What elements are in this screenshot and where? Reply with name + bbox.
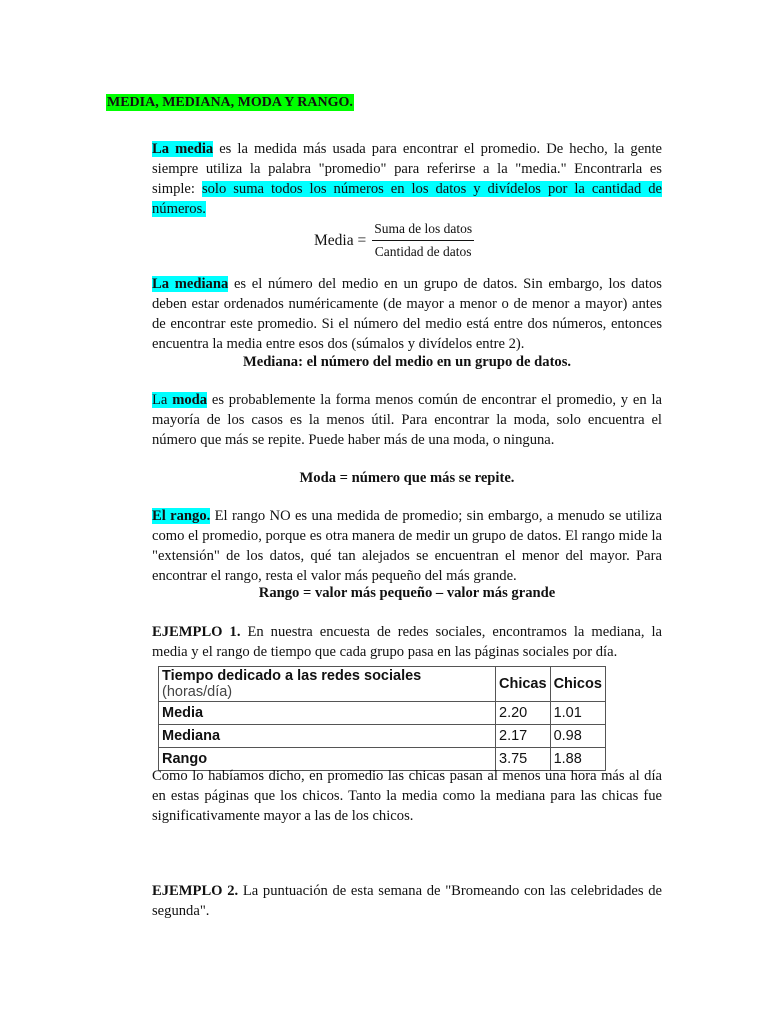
table-header-main-text: Tiempo dedicado a las redes sociales [162,668,422,684]
moda-term-bold: moda [172,392,208,408]
rango-text: El rango NO es una medida de promedio; sin embargo, a menudo se utiliza como el promedio, porque es otra manera de medir un grupo de datos. El rango mide la "extensión" de los datos, qué tan alejados se encuentran el menor del mayor. Para encontrar el rango, resta el valor más pequeño del más grande. [152,508,662,584]
mediana-paragraph [152,274,662,354]
moda-text: es probablemente la forma menos común de encontrar el promedio, y en la mayoría de los casos es la menos útil. Para encontrar la moda, solo encuentra el número que más se repite. Puede haber más de una moda, o ninguna. [152,392,662,448]
ejemplo1-conclusion: Como lo habíamos dicho, en promedio las chicas pasan al menos una hora más al día en estas páginas que los chicos. Tanto la media como la mediana para las chicas fue significativamente mayor a las de los chicos. [152,768,662,824]
row-label: Media [159,702,496,725]
row-chicas: 2.20 [496,702,551,725]
formula-lhs: Media = [314,231,367,249]
ejemplo2-label: EJEMPLO 2. [152,883,239,899]
ejemplo1-paragraph [152,622,662,662]
formula-fraction [372,221,474,260]
row-chicas: 2.17 [496,725,551,748]
ejemplo2-text: La puntuación de esta semana de "Bromeando con las celebridades de segunda". [152,883,662,919]
document-title: MEDIA, MEDIANA, MODA Y RANGO. [107,95,353,110]
table-header-row [159,667,606,702]
moda-term-plain: La [152,392,173,408]
formula-denominator: Cantidad de datos [374,244,472,259]
media-text: es la medida más usada para encontrar el promedio. De hecho, la gente siempre utiliza la palabra "promedio" para referirse a la "media." Encontrarla es simple: [152,141,662,197]
moda-term [152,392,207,408]
table-row [159,725,606,748]
table-header-unit: (horas/día) [162,684,233,700]
media-highlight: solo suma todos los números en los datos y divídelos por la cantidad de números. [152,181,662,217]
formula-numerator: Suma de los datos [372,221,474,241]
media-term: La media [152,141,214,157]
ejemplo1-label: EJEMPLO 1. [152,624,241,640]
row-chicas: 3.75 [496,748,551,771]
ejemplo1-text: En nuestra encuesta de redes sociales, encontramos la mediana, la media y el rango de tiempo que cada grupo pasa en las páginas sociales por día. [152,624,662,660]
table-header-main [159,667,496,702]
table-row [159,702,606,725]
row-chicos: 1.01 [550,702,605,725]
media-formula [314,221,474,260]
ejemplo2-paragraph [152,881,662,921]
row-label: Rango [159,748,496,771]
row-chicos: 1.88 [550,748,605,771]
rango-term: El rango. [152,508,211,524]
mediana-text: es el número del medio en un grupo de datos. Sin embargo, los datos deben estar ordenados numéricamente (de mayor a menor o de menor a mayor) antes de encontrar este promedio. Si el número del medio está entre dos números, entonces encuentra la media entre esos dos (súmalos y divídelos entre 2). [152,276,662,352]
social-media-table [158,666,606,771]
rango-definition: Rango = valor más pequeño – valor más grande [258,585,556,601]
row-chicos: 0.98 [550,725,605,748]
moda-paragraph [152,390,662,450]
table-header-chicos: Chicos [550,667,605,702]
mediana-term: La mediana [152,276,229,292]
table-header-chicas: Chicas [496,667,551,702]
moda-definition: Moda = número que más se repite. [299,470,515,486]
rango-paragraph [152,506,662,586]
media-paragraph [152,139,662,219]
mediana-definition: Mediana: el número del medio en un grupo de datos. [242,354,572,370]
row-label: Mediana [159,725,496,748]
